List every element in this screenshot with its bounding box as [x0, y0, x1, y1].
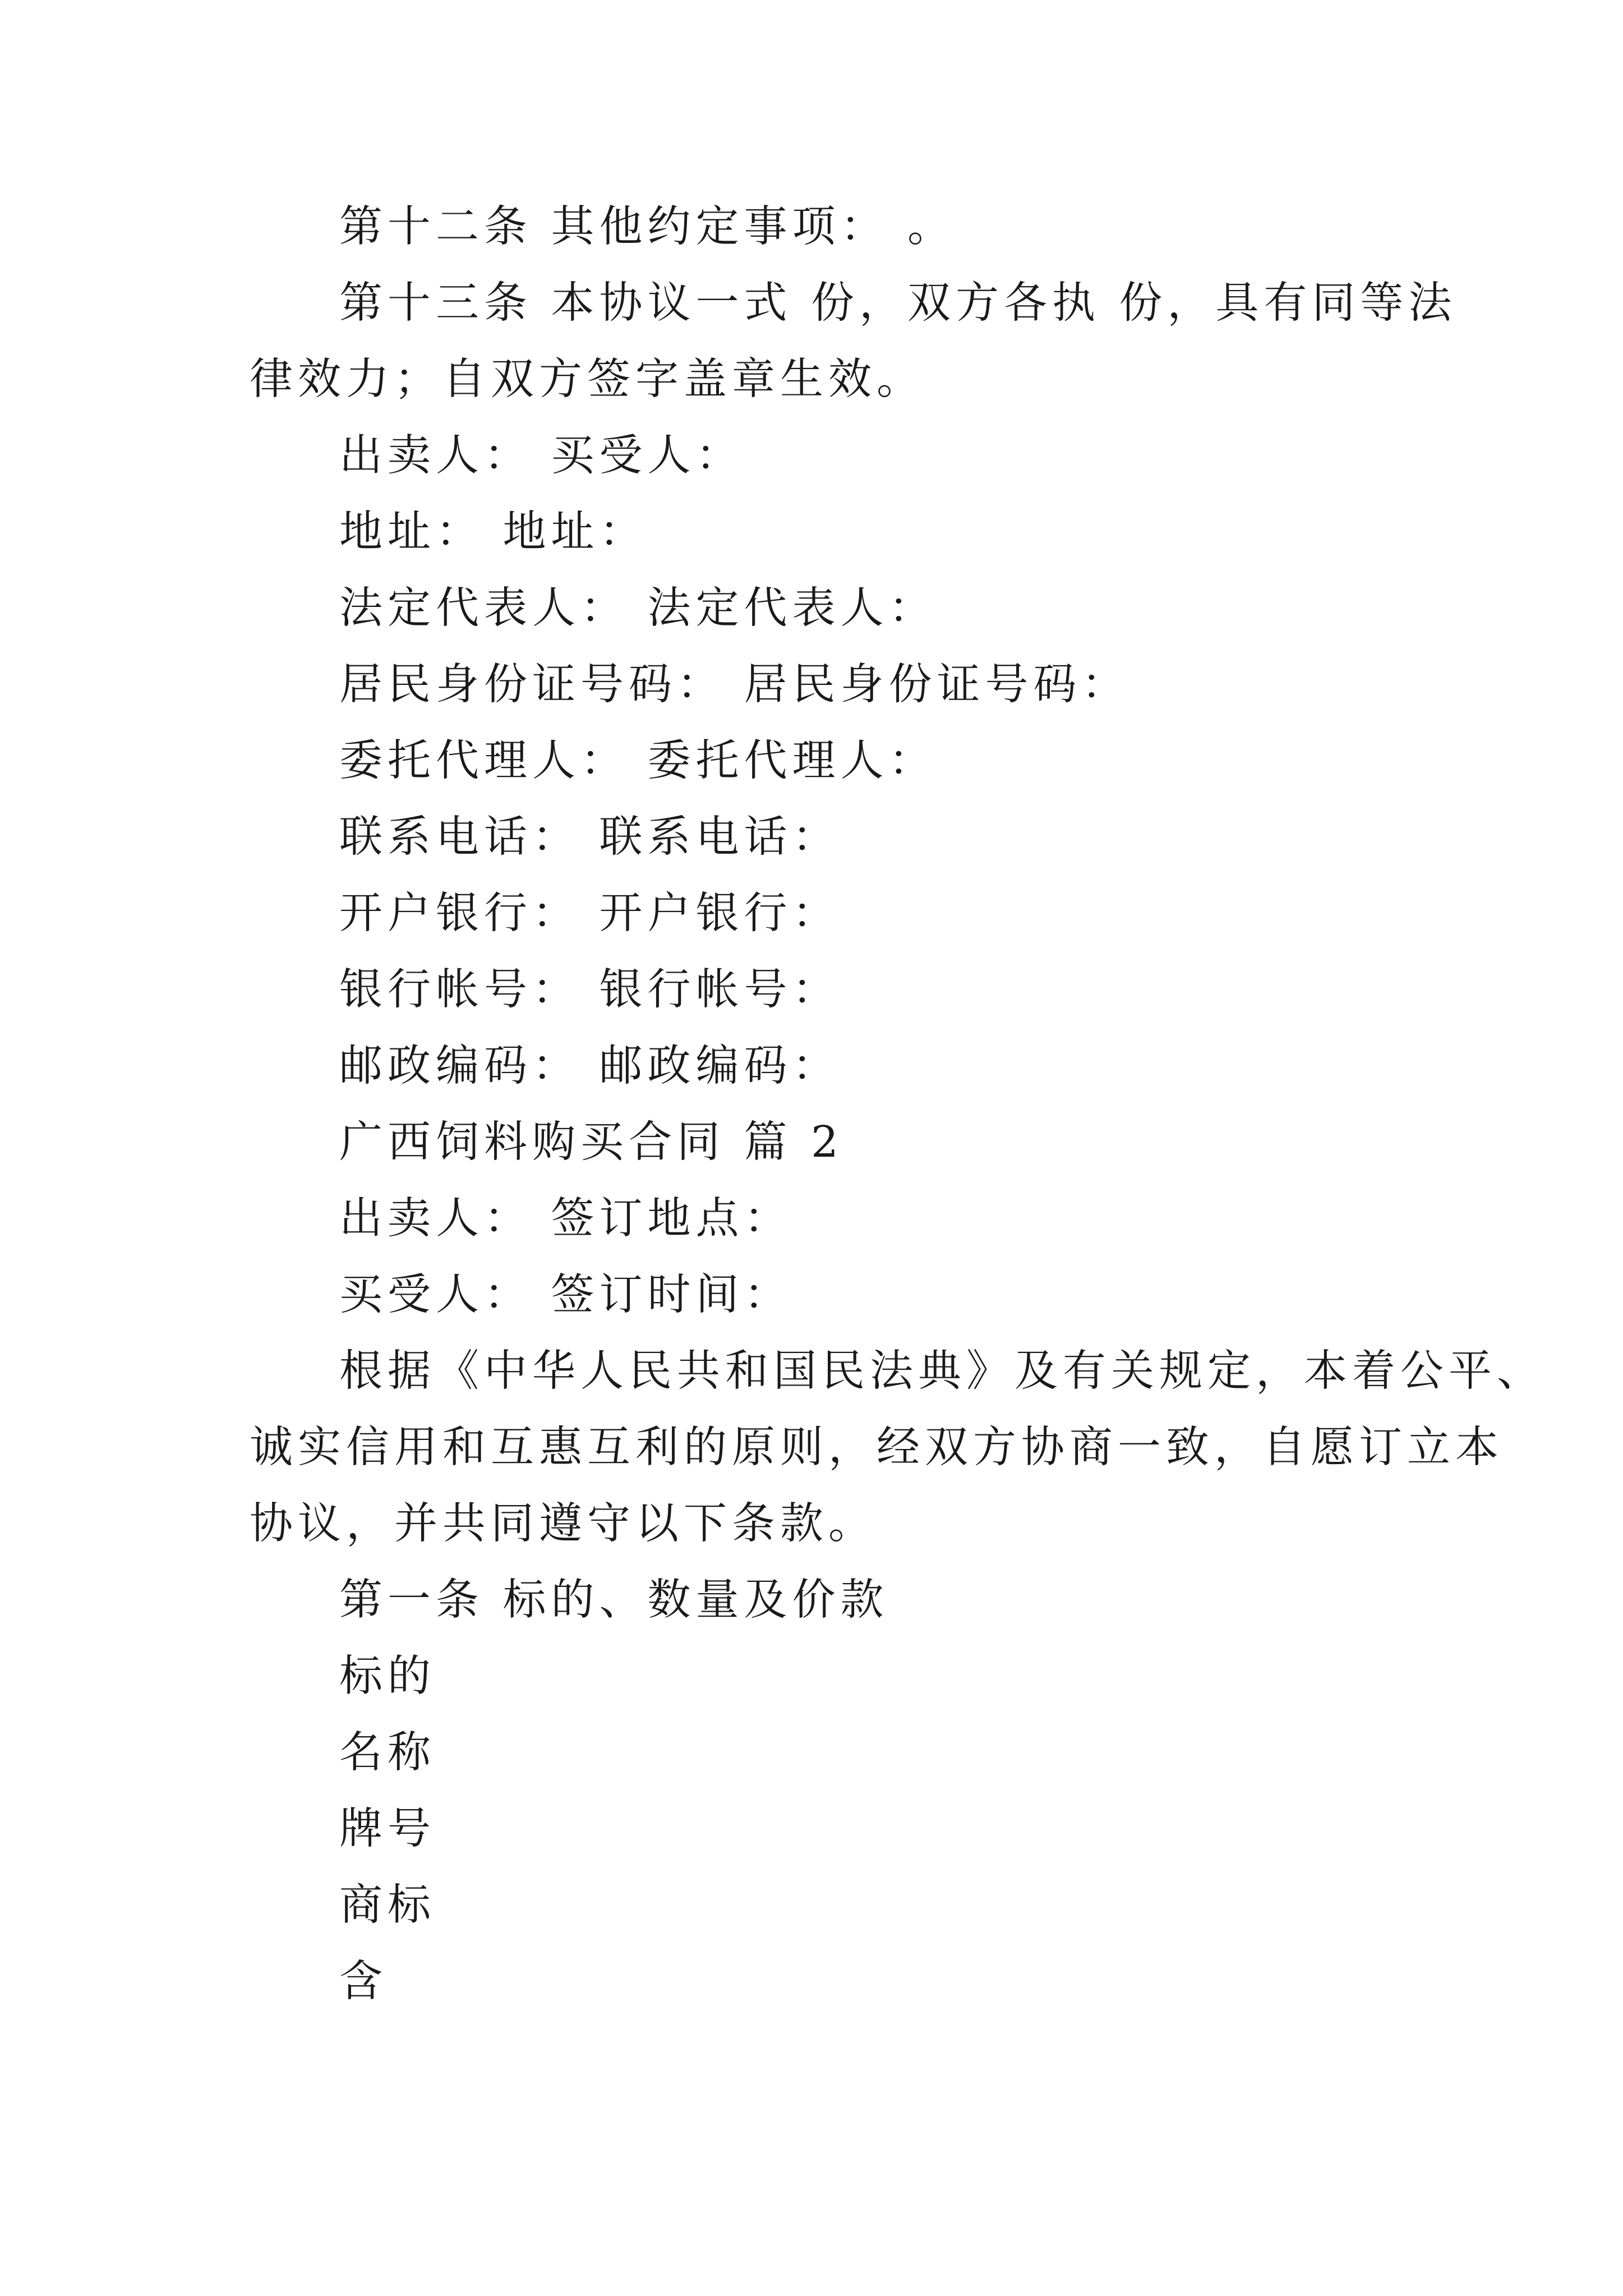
content-label: 含 — [339, 1957, 388, 2007]
phone-line: 联系电话： 联系电话： — [339, 812, 841, 862]
brand-number-label: 牌号 — [339, 1804, 436, 1854]
name-label: 名称 — [339, 1728, 436, 1778]
preamble-line-2: 诚实信用和互惠互利的原则，经双方协商一致，自愿订立本 — [250, 1423, 1504, 1473]
seller-signing-place-line: 出卖人： 签订地点： — [339, 1194, 792, 1244]
clause-13-line-1: 第十三条 本协议一式 份，双方各执 份，具有同等法 — [339, 278, 1457, 328]
legal-representative-line: 法定代表人： 法定代表人： — [339, 583, 937, 633]
bank-line: 开户银行： 开户银行： — [339, 889, 841, 938]
trademark-label: 商标 — [339, 1880, 436, 1930]
postal-code-line: 邮政编码： 邮政编码： — [339, 1041, 841, 1091]
clause-1-heading: 第一条 标的、数量及价款 — [339, 1575, 889, 1625]
clause-12-line: 第十二条 其他约定事项： 。 — [339, 202, 956, 252]
id-number-line: 居民身份证号码： 居民身份证号码： — [339, 660, 1130, 710]
clause-13-line-2: 律效力；自双方签字盖章生效。 — [250, 355, 925, 404]
agent-line: 委托代理人： 委托代理人： — [339, 736, 937, 786]
preamble-line-1: 根据《中华人民共和国民法典》及有关规定，本着公平、 — [339, 1346, 1545, 1396]
preamble-line-3: 协议，并共同遵守以下条款。 — [250, 1499, 877, 1549]
address-line: 地址： 地址： — [339, 507, 648, 557]
seller-buyer-line: 出卖人： 买受人： — [339, 431, 744, 481]
buyer-signing-time-line: 买受人： 签订时间： — [339, 1270, 792, 1320]
subject-label: 标的 — [339, 1651, 436, 1701]
bank-account-line: 银行帐号： 银行帐号： — [339, 965, 841, 1015]
section-heading: 广西饲料购买合同 篇 2 — [339, 1117, 843, 1167]
